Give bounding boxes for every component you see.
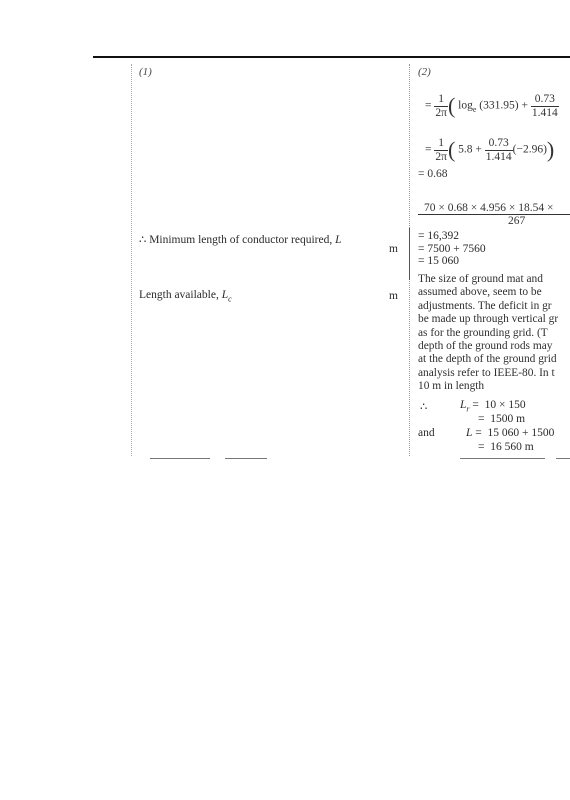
top-rule [93,56,570,58]
formula-line-2 [425,137,554,163]
length-available-label-text: Length available, [139,289,222,301]
bottom-rule-2 [225,458,267,459]
formula-1-frac-den: 2π [435,106,447,119]
formula-line-1 [425,93,559,119]
l-result-equals: = [478,441,485,453]
formula-1-prefix: = [425,99,435,112]
lr-equals: = [469,399,479,411]
formula-1-frac2-den: 1.414 [531,106,558,119]
lr-result-value: 1500 m [490,413,526,425]
formula-2-fraction-2 [485,137,513,162]
formula-1-fraction-2 [531,93,559,118]
lr-equation [460,399,526,413]
length-formula-numerator: 70 × 0.68 × 4.956 × 18.54 × [418,202,570,215]
formula-2-body: 5.8 + [458,143,485,156]
min-length-symbol: L [335,234,342,246]
column-divider-solid [409,228,410,280]
formula-2-prefix: = [425,143,435,156]
paragraph-line-2: assumed above, seem to be [418,286,542,299]
column-1-header: (1) [139,66,152,78]
column-left-border [131,64,133,456]
paragraph-line-4: be made up through vertical gr [418,313,559,326]
min-length-values [418,230,486,268]
l-equals: = [472,427,482,439]
min-length-label-text: ∴ Minimum length of conductor required, [139,234,336,246]
l-result-value: 16 560 m [490,441,534,453]
bottom-rule-4 [556,458,570,459]
bottom-rule-1 [150,458,210,459]
length-available-label [139,289,232,303]
formula-2-open-paren: ( [447,137,456,162]
column-2-header: (2) [418,66,431,78]
lr-symbol: L [460,399,467,411]
length-formula-denominator: 267 [508,215,526,227]
lr-result-row [478,413,525,425]
formula-1-log-base: e [472,104,477,114]
paragraph-line-9: 10 m in length [418,380,485,393]
and-word: and [418,427,435,439]
formula-result: = 0.68 [418,168,448,180]
formula-2-frac2-den: 1.414 [485,150,512,163]
paragraph-line-5: as for the grounding grid. (T [418,326,548,339]
paragraph-line-6: depth of the ground rods may [418,340,553,353]
lr-result-equals: = [478,413,485,425]
min-length-value-2: = 7500 + 7560 [418,242,486,255]
min-length-label [139,232,341,246]
l-equation [466,427,554,439]
lr-subscript: r [466,404,470,414]
paragraph-line-7: at the depth of the ground grid [418,353,557,366]
formula-1-log: log [458,99,473,112]
l-symbol: L [466,427,473,439]
explanation-paragraph [418,273,570,394]
formula-2-fraction [434,137,448,162]
paragraph-line-1: The size of ground mat and [418,273,543,285]
paragraph-line-3: adjustments. The deficit in gr [418,299,552,312]
paragraph-line-8: analysis refer to IEEE-80. In t [418,366,555,379]
length-available-symbol: L [221,289,229,301]
formula-1-fraction [434,93,448,118]
length-available-sub: c [228,294,232,304]
formula-2-tail: (−2.96) [512,143,547,156]
bottom-rule-3 [460,458,545,459]
formula-2-frac2-num: 0.73 [485,137,513,150]
therefore-symbol: ∴ [420,401,428,413]
formula-2-frac-den: 2π [435,150,447,163]
length-formula [418,202,570,227]
formula-2-frac-num: 1 [434,137,448,150]
lr-expression: 10 × 150 [484,399,526,411]
min-length-value-1: = 16,392 [418,230,459,242]
l-expression: 15 060 + 1500 [487,427,555,439]
length-available-unit: m [389,290,398,302]
formula-2-close-paren: ) [546,137,555,162]
formula-1-open-paren: ( [447,93,456,118]
min-length-value-3: = 15 060 [418,255,459,267]
formula-1-frac2-num: 0.73 [531,93,559,106]
l-result-row [478,441,534,453]
formula-1-arg: (331.95) + [476,99,531,112]
min-length-unit: m [389,243,398,255]
formula-1-frac-num: 1 [434,93,448,106]
